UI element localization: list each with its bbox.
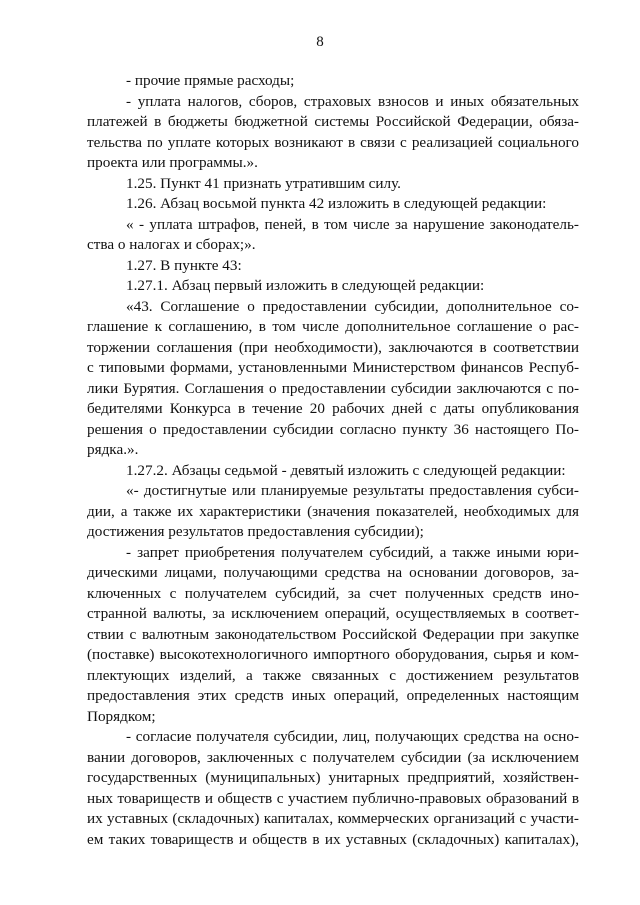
text-line: государственных (муниципальных) унитарных предприятий, хозяйствен-: [87, 769, 579, 786]
text-line: - уплата налогов, сборов, страховых взносов и иных обязательных: [126, 92, 579, 110]
text-line: странной валюты, за исключением операций, осуществляемых в соответ-: [87, 605, 579, 622]
text-line: 1.27.1. Абзац первый изложить в следующей редакции:: [126, 277, 485, 294]
text-line: 1.26. Абзац восьмой пункта 42 изложить в следующей редакции:: [126, 195, 547, 212]
text-line: глашение к соглашению, в том числе дополнительное соглашение о рас-: [87, 318, 579, 335]
text-line: с типовыми формами, установленными Министерством финансов Респуб-: [87, 359, 579, 376]
text-line: бедителями Конкурса в течение 20 рабочих дней с даты опубликования: [87, 400, 579, 417]
text-line: платежей в бюджеты бюджетной системы Российской Федерации, обяза-: [87, 113, 579, 130]
text-line: тельства по уплате которых возникают в связи с реализацией социального: [87, 133, 579, 151]
text-line: ства о налогах и сборах;».: [87, 236, 256, 253]
text-line: « - уплата штрафов, пеней, в том числе за нарушение законодатель-: [126, 215, 579, 233]
text-line: Порядком;: [87, 707, 156, 725]
text-line: дии, а также их характеристики (значения показателей, необходимых для: [87, 502, 579, 520]
text-line: достижения результатов предоставления субсидии);: [87, 523, 424, 540]
text-line: «- достигнутые или планируемые результаты предоставления субси-: [126, 482, 579, 499]
text-line: их уставных (складочных) капиталах, коммерческих организаций с участи-: [87, 810, 579, 827]
text-line: 1.25. Пункт 41 признать утратившим силу.: [126, 174, 401, 192]
text-line: ных товариществ и обществ с участием публично-правовых образований в: [87, 789, 579, 807]
text-line: (поставке) высокотехнологичного импортного оборудования, сырья и ком-: [87, 646, 579, 663]
text-line: ем таких товариществ и обществ в их уставных (складочных) капиталах),: [87, 830, 579, 848]
text-line: решения о предоставлении субсидии согласно пункту 36 настоящего По-: [87, 420, 579, 438]
text-line: - согласие получателя субсидии, лиц, получающих средства на осно-: [126, 728, 579, 745]
text-line: торжении соглашения (при необходимости), заключаются в соответствии: [87, 338, 579, 356]
page-number: 8: [316, 34, 324, 50]
text-line: рядка.».: [87, 441, 139, 458]
text-line: предоставления этих средств иных операций, определенных настоящим: [87, 687, 579, 704]
text-line: ствии с валютным законодательством Российской Федерации при закупке: [87, 625, 579, 643]
text-line: ключенных с получателем субсидий, за счет полученных средств ино-: [87, 584, 579, 602]
text-line: - запрет приобретения получателем субсидий, а также иными юри-: [126, 543, 579, 561]
text-line: 1.27. В пункте 43:: [126, 256, 242, 274]
text-line: вании договоров, заключенных с получателем субсидии (за исключением: [87, 748, 579, 766]
text-line: дическими лицами, получающими средства на основании договоров, за-: [87, 564, 579, 581]
text-line: проекта или программы.».: [87, 154, 258, 171]
text-line: «43. Соглашение о предоставлении субсидии, дополнительное со-: [126, 297, 579, 315]
text-line: - прочие прямые расходы;: [126, 72, 295, 89]
document-body: [87, 71, 579, 850]
text-line: 1.27.2. Абзацы седьмой - девятый изложить с следующей редакции:: [126, 461, 566, 479]
text-line: плектующих изделий, а также связанных с достижением результатов: [87, 666, 579, 684]
text-line: лики Бурятия. Соглашения о предоставлении субсидии заключаются с по-: [87, 379, 579, 397]
